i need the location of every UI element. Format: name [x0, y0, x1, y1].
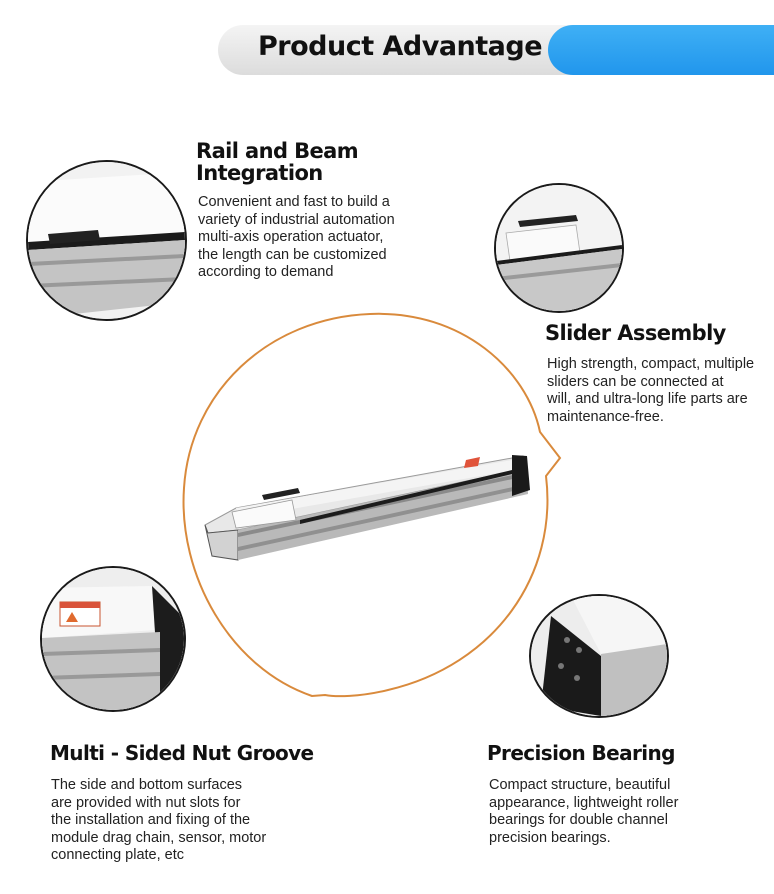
desc-line: will, and ultra-long life parts are [547, 391, 748, 407]
slider-assembly-zoom-image [494, 183, 624, 313]
page-title: Product Advantage [258, 31, 543, 62]
desc-line: variety of industrial automation [198, 211, 395, 228]
rail-beam-zoom-image [26, 160, 187, 321]
rail-beam-title-line1: Rail and Beam [196, 139, 359, 163]
desc-line: appearance, lightweight roller [489, 794, 679, 811]
desc-line: module drag chain, sensor, motor [51, 829, 267, 846]
desc-line: High strength, compact, multiple [547, 356, 755, 372]
rail-beam-title-line2: Integration [196, 161, 323, 185]
desc-line: Convenient and fast to build a [198, 194, 390, 210]
rail-beam-description [198, 194, 395, 282]
desc-line: multi-axis operation actuator, [198, 229, 384, 245]
precision-bearing-heading: Precision Bearing [487, 741, 675, 765]
rail-beam-heading [196, 140, 358, 184]
desc-line: are provided with nut slots for [51, 794, 241, 811]
desc-line: precision bearings. [489, 829, 611, 846]
desc-line: sliders can be connected at [547, 373, 724, 390]
desc-line: Compact structure, beautiful [489, 777, 671, 793]
nut-groove-zoom-image [40, 566, 186, 712]
desc-line: according to demand [198, 264, 334, 280]
slider-assembly-description [547, 356, 754, 426]
desc-line: maintenance-free. [547, 408, 664, 425]
desc-line: bearings for double channel [489, 812, 668, 828]
nut-groove-heading: Multi - Sided Nut Groove [50, 741, 314, 765]
desc-line: the length can be customized [198, 246, 387, 263]
precision-bearing-description [489, 777, 678, 847]
nut-groove-description [51, 777, 266, 865]
desc-line: The side and bottom surfaces [51, 777, 243, 793]
desc-line: connecting plate, etc [51, 847, 185, 863]
precision-bearing-zoom-image [529, 594, 669, 718]
desc-line: the installation and fixing of the [51, 812, 251, 828]
actuator-image [205, 455, 530, 560]
slider-assembly-heading: Slider Assembly [545, 321, 726, 345]
